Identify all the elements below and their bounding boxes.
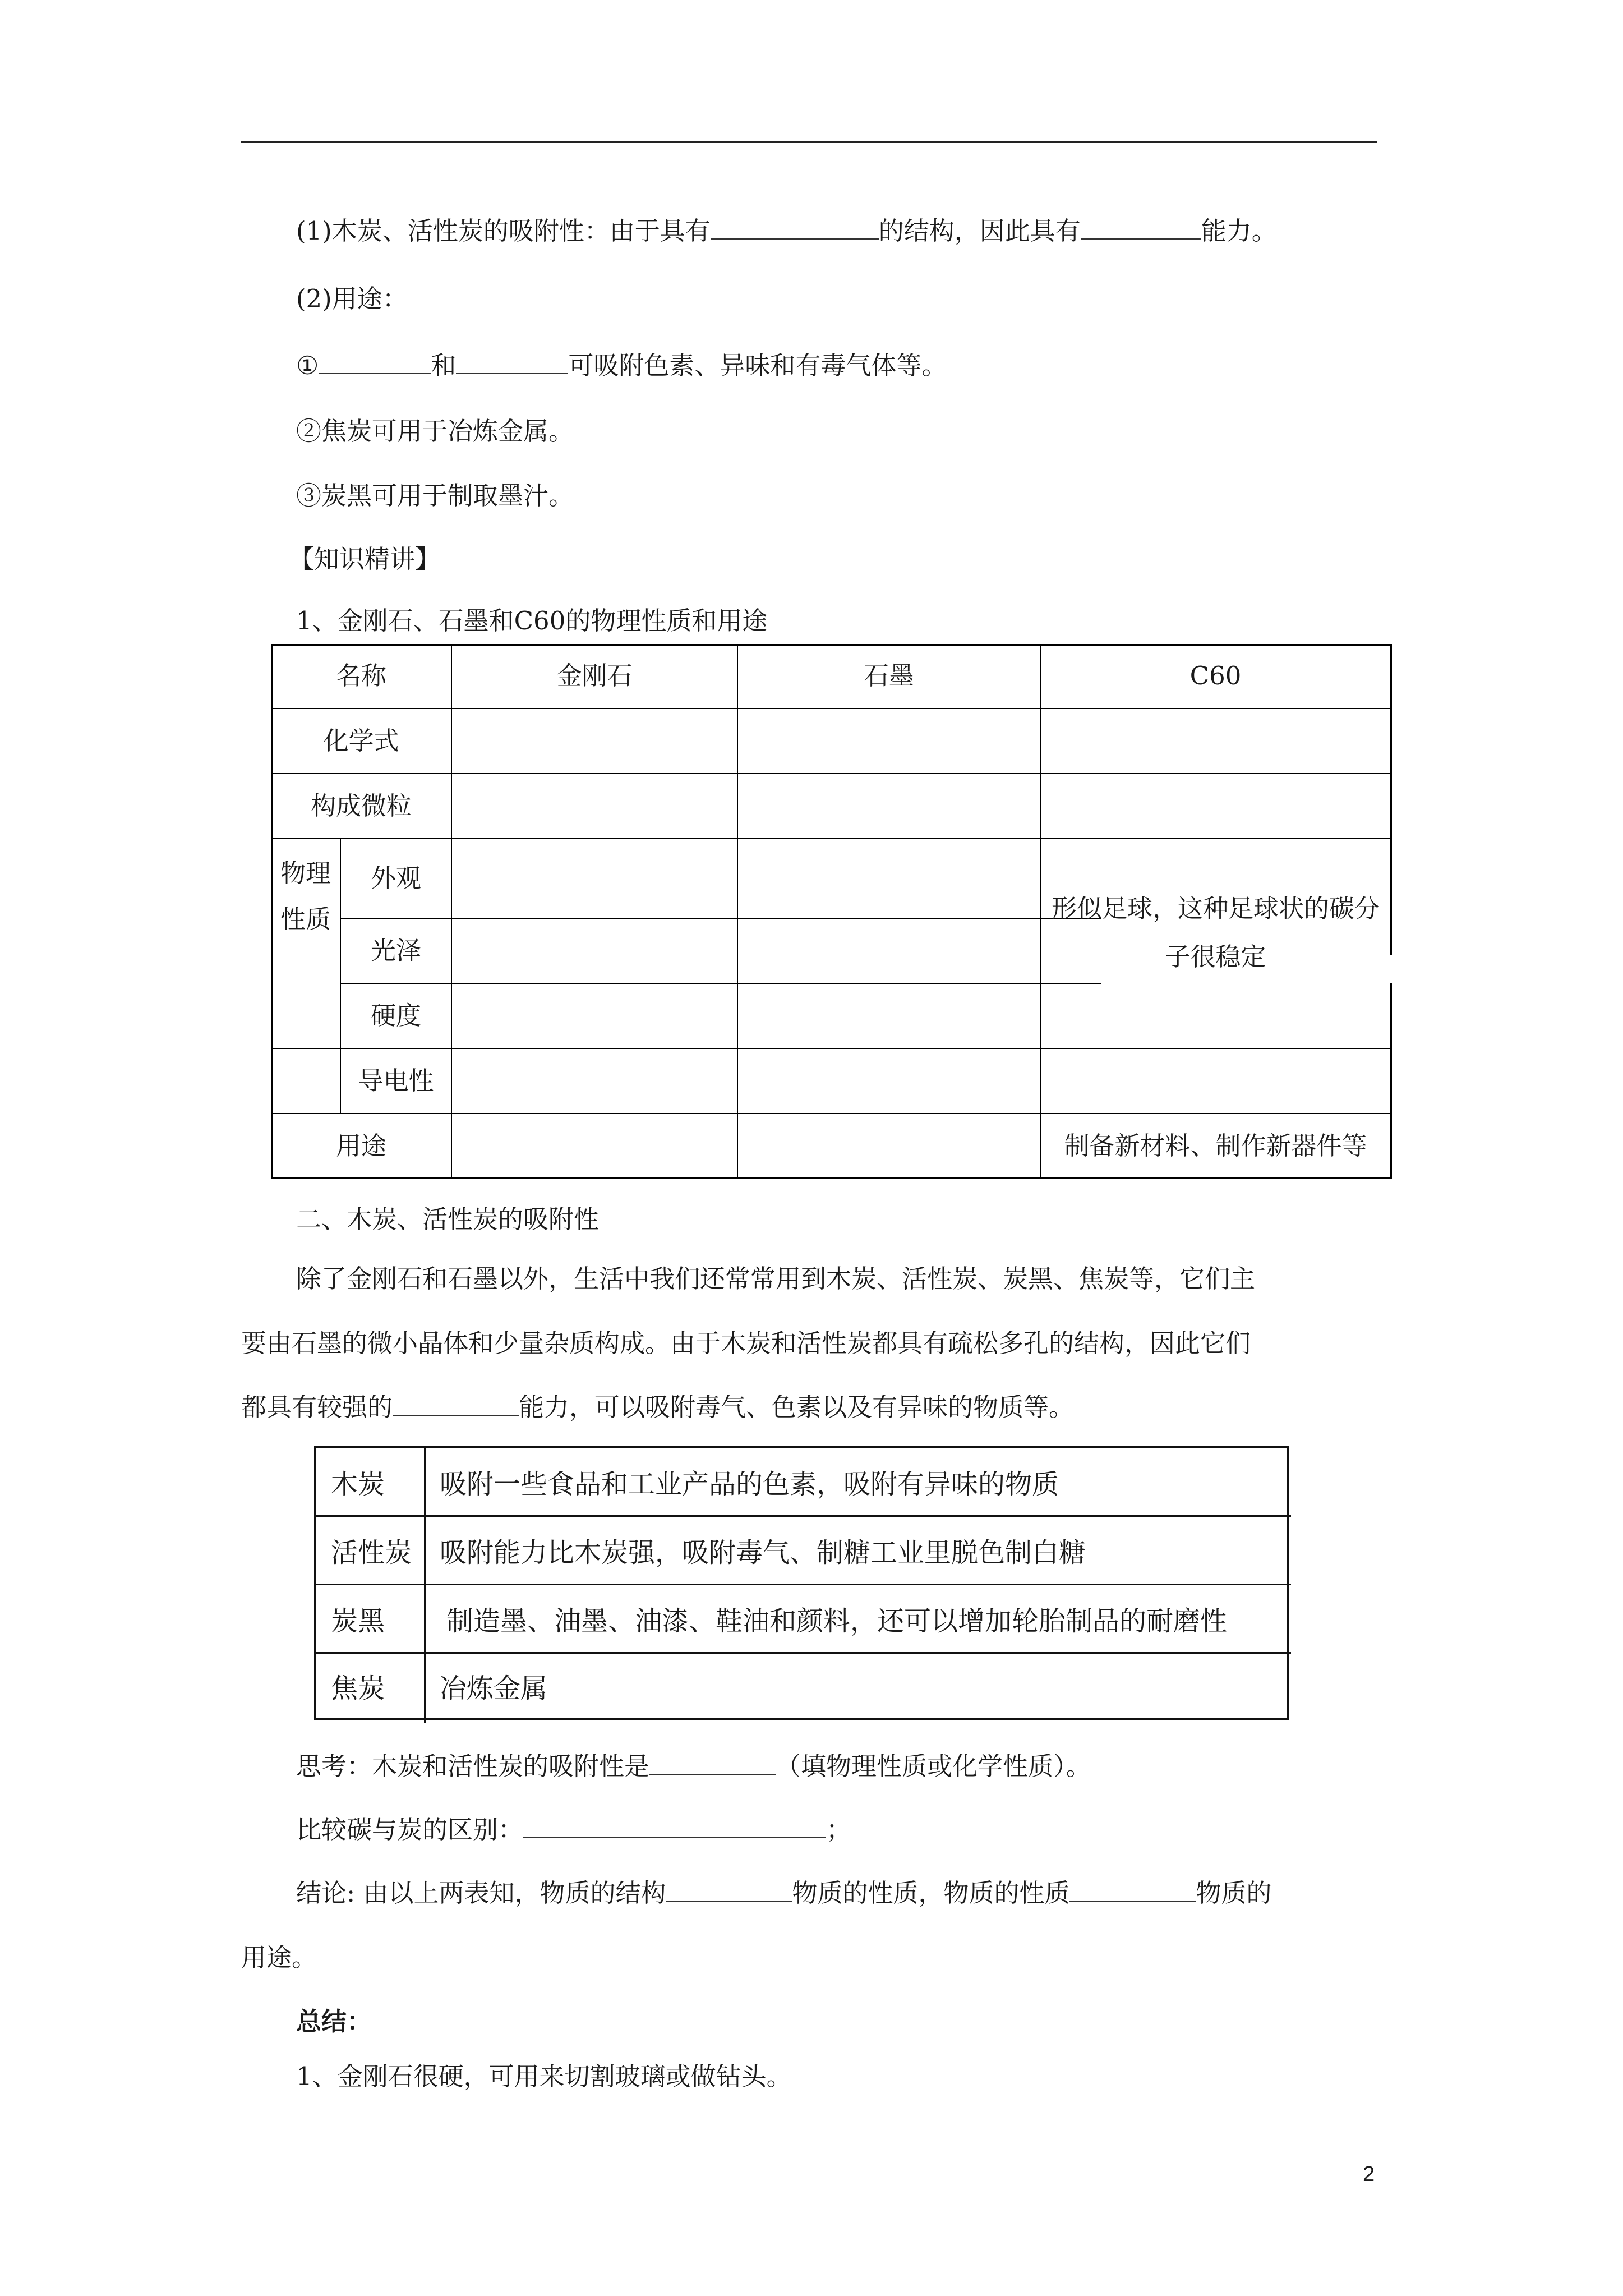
row-label-appearance: 外观 [370, 863, 421, 893]
summary-item-1: 1、金刚石很硬，可用来切割玻璃或做钻头。 [296, 2062, 792, 2091]
carbon-properties-table [271, 644, 1392, 1179]
adsorption-statement: (1)木炭、活性炭的吸附性：由于具有 的结构，因此具有 能力。 [296, 216, 1277, 246]
section2-para-line3: 都具有较强的 能力，可以吸附毒气、色素以及有异味的物质等。 [241, 1392, 1075, 1422]
table1-caption: 1、金刚石、石墨和C60的物理性质和用途 [296, 606, 768, 636]
blank-use-b[interactable] [456, 353, 568, 374]
table-row-name: 焦炭 [331, 1673, 385, 1704]
group-label-property: 性质 [280, 904, 331, 934]
header-graphite: 石墨 [863, 661, 914, 691]
c60-use: 制备新材料、制作新器件等 [1064, 1130, 1367, 1161]
blank-structure[interactable] [711, 218, 879, 240]
blank-property-determines[interactable] [1069, 1880, 1196, 1902]
table-row-desc: 制造墨、油墨、油漆、鞋油和颜料，还可以增加轮胎制品的耐磨性 [446, 1605, 1228, 1637]
blank-use-a[interactable] [319, 353, 431, 374]
c60-property-line1: 形似足球，这种足球状的碳分 [1051, 894, 1380, 923]
table-row-name: 木炭 [331, 1468, 385, 1500]
table-row-desc: 吸附能力比木炭强，吸附毒气、制糖工业里脱色制白糖 [440, 1537, 1086, 1568]
page-number: 2 [1363, 2162, 1375, 2186]
group-label-physical: 物理 [280, 858, 331, 888]
header-name: 名称 [335, 661, 386, 691]
knowledge-heading: 【知识精讲】 [289, 544, 441, 574]
row-label-hardness: 硬度 [370, 1001, 421, 1030]
summary-title: 总结： [296, 2007, 372, 2036]
table-row-name: 活性炭 [331, 1537, 412, 1568]
header-c60: C60 [1189, 661, 1242, 691]
header-diamond: 金刚石 [556, 661, 633, 691]
use-item-1: ① 和 可吸附色素、异味和有毒气体等。 [296, 351, 947, 380]
blank-adsorption-ability[interactable] [393, 1395, 519, 1416]
section2-para-line2: 要由石墨的微小晶体和少量杂质构成。由于木炭和活性炭都具有疏松多孔的结构，因此它们 [241, 1328, 1251, 1358]
blank-ability[interactable] [1081, 218, 1201, 240]
blank-carbon-difference[interactable] [523, 1817, 826, 1838]
think-question-1: 思考：木炭和活性炭的吸附性是 （填物理性质或化学性质）。 [296, 1751, 1091, 1781]
conclusion-line2: 用途。 [241, 1943, 317, 1972]
table-row-name: 炭黑 [331, 1605, 385, 1637]
use-item-2: ②焦炭可用于冶炼金属。 [296, 416, 574, 446]
use-item-3: ③炭黑可用于制取墨汁。 [296, 481, 574, 510]
row-label-particle: 构成微粒 [310, 790, 412, 821]
row-label-formula: 化学式 [323, 726, 399, 756]
section2-para-line1: 除了金刚石和石墨以外，生活中我们还常常用到木炭、活性炭、炭黑、焦炭等，它们主 [296, 1264, 1256, 1294]
uses-heading: (2)用途： [296, 284, 408, 314]
row-label-luster: 光泽 [370, 936, 421, 965]
header-rule [241, 141, 1377, 143]
carbon-uses-table [314, 1446, 1289, 1720]
c60-property-line2: 子很稳定 [1165, 942, 1266, 972]
table-row-desc: 冶炼金属 [440, 1673, 548, 1704]
table-row-desc: 吸附一些食品和工业产品的色素，吸附有异味的物质 [440, 1468, 1059, 1500]
row-label-conductivity: 导电性 [358, 1066, 434, 1096]
think-question-2: 比较碳与炭的区别： ； [296, 1815, 852, 1844]
blank-property-type[interactable] [649, 1754, 776, 1775]
section2-heading: 二、木炭、活性炭的吸附性 [296, 1204, 600, 1234]
conclusion-line1: 结论: 由以上两表知，物质的结构 物质的性质，物质的性质 物质的 [296, 1878, 1272, 1908]
row-label-use: 用途 [335, 1130, 386, 1161]
blank-structure-determines[interactable] [666, 1880, 792, 1902]
